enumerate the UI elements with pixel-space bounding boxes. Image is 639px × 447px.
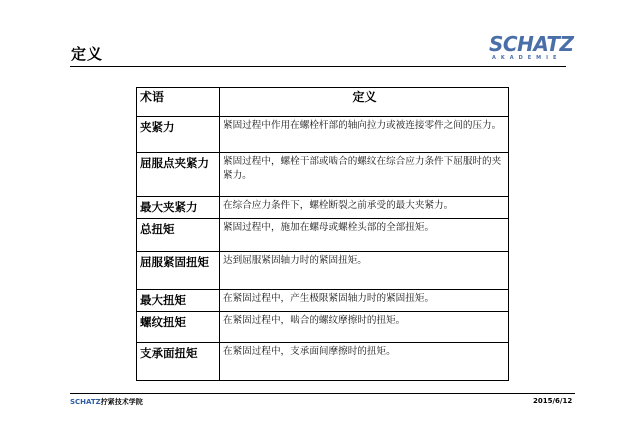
footer-divider bbox=[70, 393, 575, 394]
term-cell: 屈服点夹紧力 bbox=[137, 153, 220, 197]
footer-label bbox=[70, 397, 143, 407]
definition-cell: 在紧固过程中，啮合的螺纹摩擦时的扭矩。 bbox=[220, 312, 509, 343]
table-row bbox=[137, 252, 509, 290]
term-cell: 夹紧力 bbox=[137, 117, 220, 153]
logo-word: SCHATZ bbox=[489, 32, 574, 56]
header-definition: 定义 bbox=[220, 88, 509, 117]
table-row bbox=[137, 290, 509, 312]
term-cell: 螺纹扭矩 bbox=[137, 312, 220, 343]
footer-org: 拧紧技术学院 bbox=[100, 398, 143, 406]
schatz-logo bbox=[489, 32, 574, 65]
term-cell: 支承面扭矩 bbox=[137, 343, 220, 381]
logo-subtitle: AKADEMIE bbox=[492, 55, 562, 61]
definition-cell: 紧固过程中，施加在螺母或螺栓头部的全部扭矩。 bbox=[220, 219, 509, 252]
footer-brand: SCHATZ bbox=[70, 398, 101, 406]
definition-cell: 紧固过程中作用在螺栓杆部的轴向拉力或被连接零件之间的压力。 bbox=[220, 117, 509, 153]
definition-cell: 达到屈服紧固轴力时的紧固扭矩。 bbox=[220, 252, 509, 290]
title-divider bbox=[70, 66, 566, 67]
definition-cell: 在紧固过程中，产生极限紧固轴力时的紧固扭矩。 bbox=[220, 290, 509, 312]
definition-cell: 在综合应力条件下，螺栓断裂之前承受的最大夹紧力。 bbox=[220, 197, 509, 219]
table-row bbox=[137, 197, 509, 219]
table-row bbox=[137, 343, 509, 381]
definition-cell: 紧固过程中，螺栓干部或啮合的螺纹在综合应力条件下屈服时的夹紧力。 bbox=[220, 153, 509, 197]
table-row bbox=[137, 117, 509, 153]
term-cell: 最大扭矩 bbox=[137, 290, 220, 312]
definitions-table bbox=[136, 87, 509, 381]
footer-date: 2015/6/12 bbox=[533, 397, 573, 405]
page-title: 定义 bbox=[71, 45, 104, 63]
definition-cell: 在紧固过程中，支承面间摩擦时的扭矩。 bbox=[220, 343, 509, 381]
header-term: 术语 bbox=[137, 88, 220, 117]
table-header-row bbox=[137, 88, 509, 117]
term-cell: 总扭矩 bbox=[137, 219, 220, 252]
table-row bbox=[137, 312, 509, 343]
table-row bbox=[137, 219, 509, 252]
term-cell: 最大夹紧力 bbox=[137, 197, 220, 219]
table-row bbox=[137, 153, 509, 197]
term-cell: 屈服紧固扭矩 bbox=[137, 252, 220, 290]
